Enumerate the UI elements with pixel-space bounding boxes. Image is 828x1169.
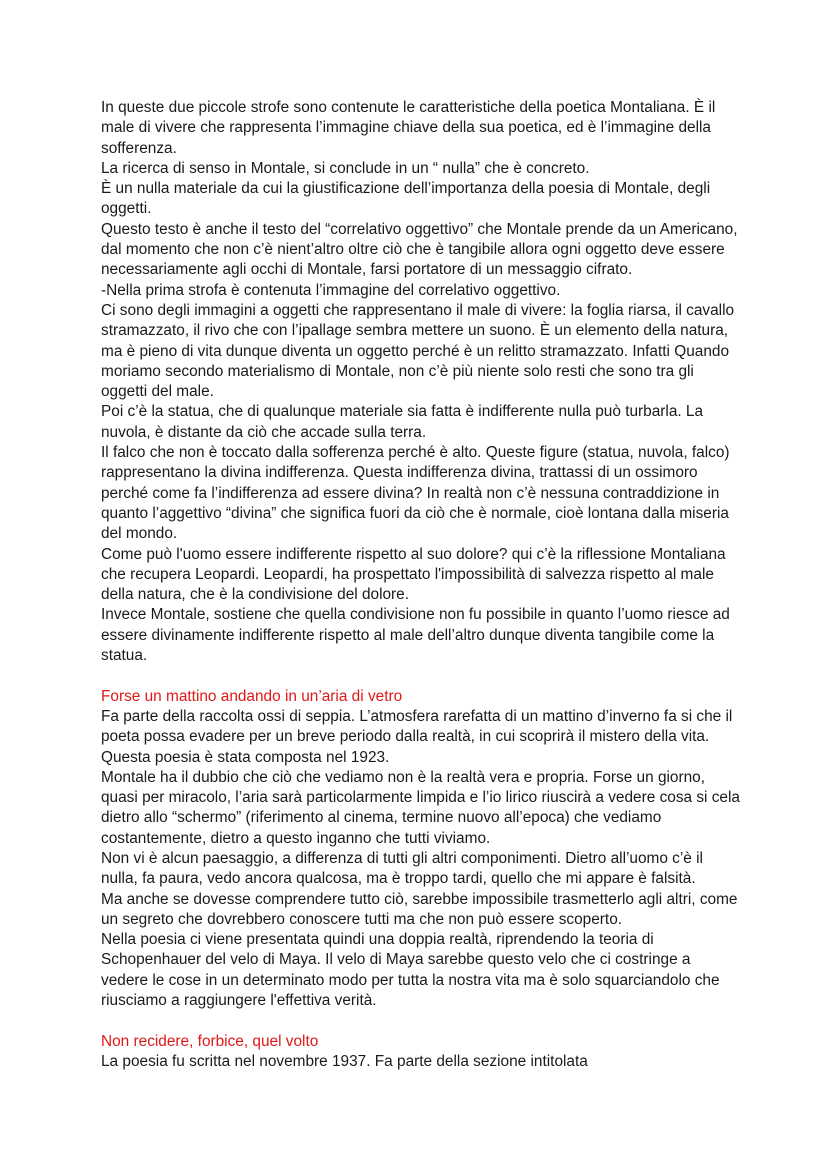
paragraph: Ma anche se dovesse comprendere tutto ciò, sarebbe impossibile trasmetterlo agli altri, come un segreto che dovrebbero conoscere tutti ma che non può essere scoperto. — [101, 890, 738, 928]
paragraph: -Nella prima strofa è contenuta l’immagine del correlativo oggettivo. — [101, 281, 561, 299]
section-heading: Forse un mattino andando in un’aria di vetro — [101, 687, 403, 705]
paragraph: Nella poesia ci viene presentata quindi una doppia realtà, riprendendo la teoria di Schopenhauer del velo di Maya. Il velo di Maya sarebbe questo velo che ci costringe a vedere le cose in un determinato modo per tutta la nostra vita ma è solo squarciandolo che riusciamo a raggiungere l'effettiva verità. — [101, 931, 720, 1010]
paragraph: Come può l'uomo essere indifferente rispetto al suo dolore? qui c’è la riflessione Montaliana che recupera Leopardi. Leopardi, ha prospettato l'impossibilità di salvezza rispetto al male della natura, che è la condivisione del dolore. — [101, 545, 726, 604]
paragraph: Non vi è alcun paesaggio, a differenza di tutti gli altri componimenti. Dietro all’uomo c’è il nulla, fa paura, vedo ancora qualcosa, ma è troppo tardi, quello che mi appare è falsità. — [101, 849, 703, 888]
section-spacer — [101, 666, 741, 686]
paragraph: Poi c’è la statua, che di qualunque materiale sia fatta è indifferente nulla può turbarla. La nuvola, è distante da ciò che accade sulla terra. — [101, 403, 704, 441]
paragraph: Fa parte della raccolta ossi di seppia. L’atmosfera rarefatta di un mattino d’inverno fa si che il poeta possa evadere per un breve periodo dalla realtà, in cui scoprirà il mistero della vita. — [101, 707, 733, 746]
paragraph: È un nulla materiale da cui la giustificazione dell’importanza della poesia di Montale, degli oggetti. — [101, 180, 711, 218]
paragraph: In queste due piccole strofe sono contenute le caratteristiche della poetica Montaliana. È il male di vivere che rappresenta l’immagine chiave della sua poetica, ed è l’immagine della sofferenza. — [101, 99, 716, 157]
paragraph: La poesia fu scritta nel novembre 1937. Fa parte della sezione intitolata — [101, 1052, 588, 1070]
paragraph: Ci sono degli immagini a oggetti che rappresentano il male di vivere: la foglia riarsa, il cavallo stramazzato, il rivo che con l’ipallage sembra mettere un suono. È un elemento della natura, ma è pieno di vita dunque diventa un oggetto perché è un relitto stramazzato. Infatti Quando moriamo secondo materialismo di Montale, non c’è più niente solo resti che sono tra gli oggetti del male. — [101, 301, 735, 401]
paragraph: La ricerca di senso in Montale, si conclude in un “ nulla” che è concreto. — [101, 159, 590, 177]
paragraph: Questo testo è anche il testo del “correlativo oggettivo” che Montale prende da un Americano, dal momento che non c’è nient’altro oltre ciò che è tangibile allora ogni oggetto deve essere necessariamente agli occhi di Montale, farsi portatore di un messaggio cifrato. — [101, 220, 738, 279]
paragraph: Invece Montale, sostiene che quella condivisione non fu possibile in quanto l’uomo riesce ad essere divinamente indifferente rispetto al male dell’altro dunque diventa tangibile come la statua. — [101, 606, 730, 665]
paragraph: Il falco che non è toccato dalla sofferenza perché è alto. Queste figure (statua, nuvola, falco) rappresentano la divina indifferenza. Questa indifferenza divina, trattassi di un ossimoro perché come fa l’indifferenza ad essere divina? In realtà non c’è nessuna contraddizione in quanto l’aggettivo “divina” che significa fuori da ciò che è normale, cioè lontana dalla miseria del mondo. — [101, 444, 730, 543]
paragraph: Questa poesia è stata composta nel 1923. — [101, 748, 390, 766]
section-heading: Non recidere, forbice, quel volto — [101, 1032, 319, 1050]
document-page — [101, 98, 741, 1072]
section-spacer — [101, 1011, 741, 1031]
paragraph: Montale ha il dubbio che ciò che vediamo non è la realtà vera e propria. Forse un giorno, quasi per miracolo, l’aria sarà particolarmente limpida e l’io lirico riuscirà a vedere cosa si cela dietro allo “schermo” (riferimento al cinema, termine nuovo all’epoca) che vediamo costantemente, dietro a questo inganno che tutti viviamo. — [101, 768, 740, 847]
